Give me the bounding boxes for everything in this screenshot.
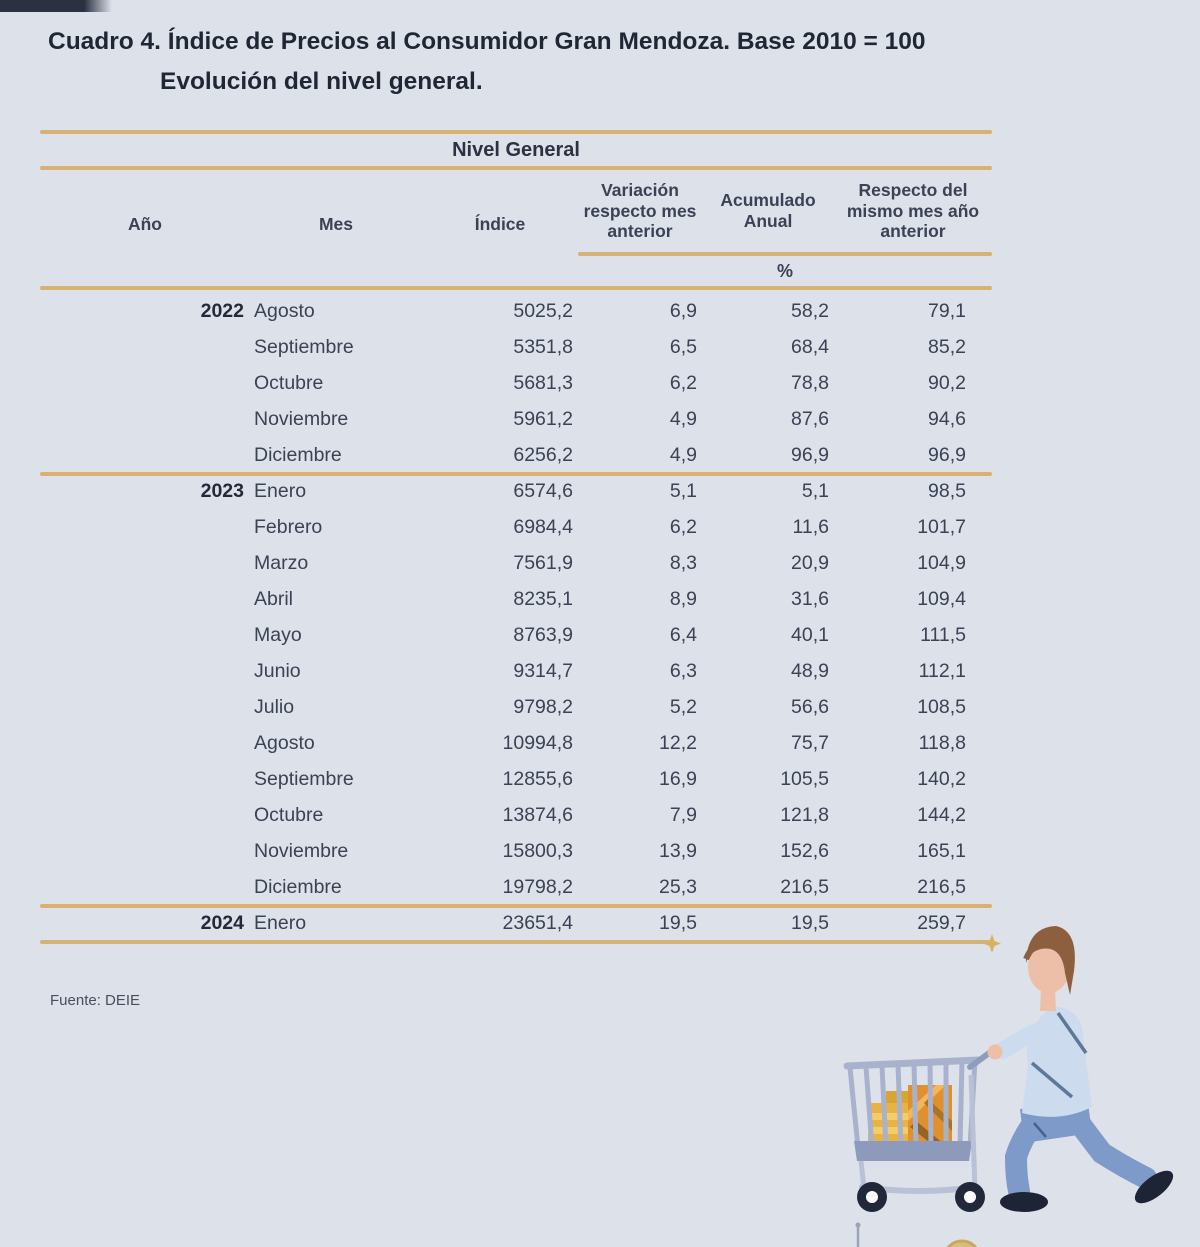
cell-interanual: 90,2: [928, 371, 966, 394]
cell-month: Enero: [254, 911, 307, 934]
cell-month: Octubre: [254, 803, 324, 826]
percent-columns-rule: [578, 252, 992, 256]
shopping-cart: [847, 1048, 996, 1212]
cell-interanual: 165,1: [917, 839, 966, 862]
percent-row: [40, 256, 992, 286]
cell-indice: 5351,8: [513, 335, 573, 358]
table-row: [40, 833, 992, 869]
cell-acumulado: 78,8: [791, 371, 829, 394]
column-header-interanual: Respecto del mismo mes año anterior: [846, 180, 980, 242]
table-row: [40, 293, 992, 329]
cell-indice: 7561,9: [513, 551, 573, 574]
table-row: [40, 761, 992, 797]
cell-variacion: 6,2: [669, 371, 697, 394]
cell-interanual: 94,6: [928, 407, 966, 430]
table-row: [40, 545, 992, 581]
table-row: [40, 689, 992, 725]
cell-month: Agosto: [254, 299, 315, 322]
cell-month: Febrero: [254, 515, 323, 538]
cell-interanual: 85,2: [928, 335, 966, 358]
cell-acumulado: 40,1: [791, 623, 829, 646]
column-header-acumulado: Acumulado Anual: [720, 190, 816, 231]
cell-acumulado: 216,5: [780, 875, 829, 898]
table-header-row: [40, 170, 992, 256]
cell-month: Noviembre: [254, 839, 349, 862]
table-row: [40, 617, 992, 653]
cell-interanual: 104,9: [917, 551, 966, 574]
column-header-variacion: Variación respecto mes anterior: [583, 180, 697, 242]
cell-acumulado: 20,9: [791, 551, 829, 574]
cell-variacion: 6,3: [669, 659, 697, 682]
cell-acumulado: 96,9: [791, 443, 829, 466]
cell-variacion: 5,1: [669, 479, 697, 502]
cell-interanual: 259,7: [917, 911, 966, 934]
cell-year: 2022: [200, 299, 244, 322]
cell-variacion: 7,9: [669, 803, 697, 826]
title-line-2: Evolución del nivel general.: [160, 68, 483, 95]
cell-interanual: 111,5: [920, 623, 966, 646]
table-title: [48, 22, 1048, 102]
table-row: [40, 365, 992, 401]
cell-month: Agosto: [254, 731, 315, 754]
cell-variacion: 6,5: [669, 335, 697, 358]
cell-interanual: 118,8: [918, 731, 966, 754]
source-note: Fuente: DEIE: [50, 992, 141, 1009]
cell-acumulado: 31,6: [791, 587, 829, 610]
cell-variacion: 16,9: [659, 767, 697, 790]
cell-interanual: 108,5: [917, 695, 966, 718]
table-row: [40, 797, 992, 833]
cell-acumulado: 75,7: [791, 731, 829, 754]
cell-year: 2023: [200, 479, 244, 502]
cell-variacion: 5,2: [669, 695, 697, 718]
cell-indice: 9314,7: [513, 659, 573, 682]
cell-indice: 13874,6: [502, 803, 573, 826]
cell-variacion: 8,9: [669, 587, 697, 610]
cell-variacion: 25,3: [659, 875, 697, 898]
cell-variacion: 4,9: [669, 443, 697, 466]
cell-year: 2024: [200, 911, 244, 934]
cell-variacion: 6,4: [669, 623, 697, 646]
cell-acumulado: 152,6: [780, 839, 829, 862]
cell-indice: 8763,9: [513, 623, 573, 646]
cell-month: Abril: [254, 587, 294, 610]
cell-indice: 6984,4: [513, 515, 573, 538]
column-header-indice: Índice: [474, 213, 526, 234]
cell-interanual: 96,9: [928, 443, 966, 466]
percent-label: %: [776, 260, 793, 281]
table-row: [40, 653, 992, 689]
cell-acumulado: 19,5: [791, 911, 829, 934]
cell-variacion: 13,9: [659, 839, 697, 862]
table-row: [40, 473, 992, 509]
cell-acumulado: 58,2: [791, 299, 829, 322]
table-row: [40, 329, 992, 365]
cell-variacion: 8,3: [669, 551, 697, 574]
cell-interanual: 144,2: [917, 803, 966, 826]
cell-month: Diciembre: [254, 875, 342, 898]
cell-indice: 6256,2: [513, 443, 573, 466]
cell-acumulado: 11,6: [792, 515, 829, 538]
cell-variacion: 19,5: [659, 911, 697, 934]
cell-indice: 6574,6: [513, 479, 573, 502]
cell-indice: 5681,3: [513, 371, 573, 394]
cell-month: Mayo: [254, 623, 302, 646]
sprout-stem: [856, 1223, 861, 1247]
table-row: [40, 401, 992, 437]
table-row: [40, 725, 992, 761]
cell-month: Septiembre: [254, 767, 354, 790]
cell-interanual: 140,2: [917, 767, 966, 790]
cell-month: Julio: [254, 695, 295, 718]
table-row: [40, 437, 992, 473]
cell-indice: 23651,4: [502, 911, 573, 934]
shopping-cart-illustration: [820, 915, 1200, 1247]
cell-month: Septiembre: [254, 335, 354, 358]
cell-month: Noviembre: [254, 407, 349, 430]
cell-month: Enero: [254, 479, 307, 502]
cell-interanual: 109,4: [917, 587, 966, 610]
cell-month: Marzo: [254, 551, 309, 574]
title-line-1: Cuadro 4. Índice de Precios al Consumidor Gran Mendoza. Base 2010 = 100: [48, 28, 926, 55]
table-row: [40, 869, 992, 905]
group-header: Nivel General: [452, 139, 580, 161]
cell-variacion: 6,9: [669, 299, 697, 322]
man-figure: [988, 926, 1179, 1212]
cell-acumulado: 87,6: [791, 407, 829, 430]
column-header-year: Año: [127, 213, 163, 234]
cell-indice: 9798,2: [513, 695, 573, 718]
cell-indice: 5025,2: [513, 299, 573, 322]
cell-acumulado: 68,4: [791, 335, 829, 358]
cell-interanual: 101,7: [917, 515, 966, 538]
cell-interanual: 79,1: [928, 299, 966, 322]
cell-interanual: 98,5: [928, 479, 966, 502]
cell-indice: 19798,2: [502, 875, 573, 898]
cell-month: Junio: [254, 659, 301, 682]
cell-indice: 5961,2: [513, 407, 573, 430]
table-row: [40, 581, 992, 617]
cell-indice: 15800,3: [502, 839, 573, 862]
cell-acumulado: 121,8: [780, 803, 829, 826]
corner-mark: [0, 0, 112, 12]
cell-variacion: 12,2: [659, 731, 697, 754]
ipc-table: [40, 130, 992, 941]
cell-acumulado: 48,9: [791, 659, 829, 682]
sparkle-icon: [983, 934, 1001, 953]
cell-interanual: 216,5: [917, 875, 966, 898]
table-body: [40, 290, 992, 941]
table-row: [40, 509, 992, 545]
cell-month: Diciembre: [254, 443, 342, 466]
cell-variacion: 6,2: [669, 515, 697, 538]
cell-indice: 10994,8: [502, 731, 573, 754]
cell-acumulado: 5,1: [801, 479, 829, 502]
cell-acumulado: 56,6: [791, 695, 829, 718]
coin-icon: [944, 1241, 980, 1247]
cell-acumulado: 105,5: [780, 767, 829, 790]
cell-indice: 12855,6: [502, 767, 573, 790]
column-header-month: Mes: [318, 213, 354, 234]
cell-interanual: 112,1: [918, 659, 966, 682]
cell-month: Octubre: [254, 371, 324, 394]
cell-indice: 8235,1: [513, 587, 573, 610]
cell-variacion: 4,9: [669, 407, 697, 430]
